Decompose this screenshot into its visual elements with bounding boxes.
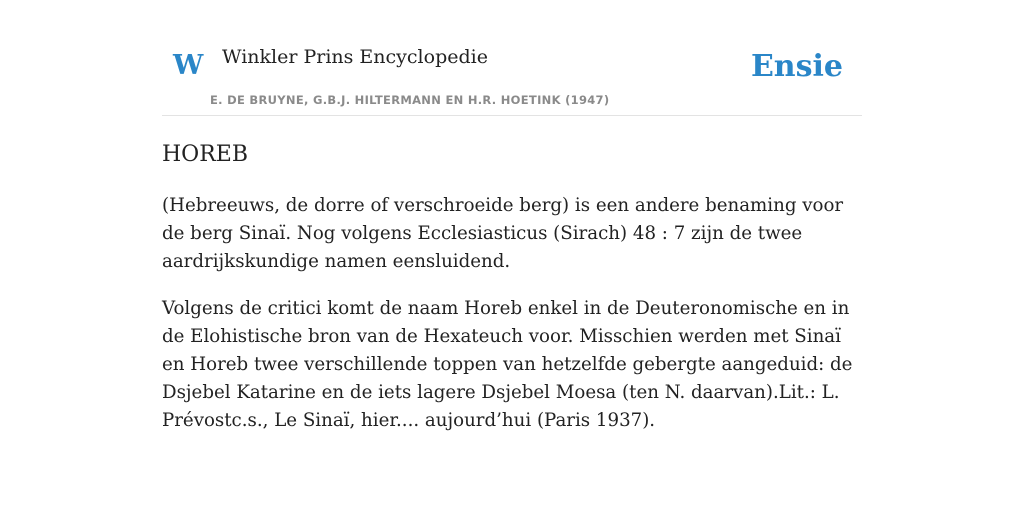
entry-paragraph: Volgens de critici komt de naam Horeb enkel in de Deuteronomische en in de Elohistische bron van de Hexateuch voor. Misschien werden met Sinaï en Horeb twee verschillende toppen van hetzelfde gebergte aangeduid: de Dsjebel Katarine en de iets lagere Dsjebel Moesa (ten N. daarvan).Lit.: L. Prévostc.s., Le Sinaï, hier.... aujourd’hui (Paris 1937). (162, 298, 853, 432)
ensie-logo[interactable]: Ensie (750, 49, 843, 84)
entry-title: HOREB (162, 142, 249, 167)
page (162, 0, 862, 435)
winkler-prins-logo[interactable]: W (173, 50, 204, 81)
encyclopedia-authors: E. DE BRUYNE, G.B.J. HILTERMANN EN H.R. HOETINK (1947) (210, 93, 610, 107)
header (162, 0, 862, 116)
encyclopedia-title: Winkler Prins Encyclopedie (222, 46, 488, 68)
entry-paragraph: (Hebreeuws, de dorre of verschroeide berg) is een andere benaming voor de berg Sinaï. Nog volgens Ecclesiasticus (Sirach) 48 : 7 zijn de twee aardrijkskundige namen eensluidend. (162, 195, 844, 273)
entry-content (162, 142, 862, 435)
